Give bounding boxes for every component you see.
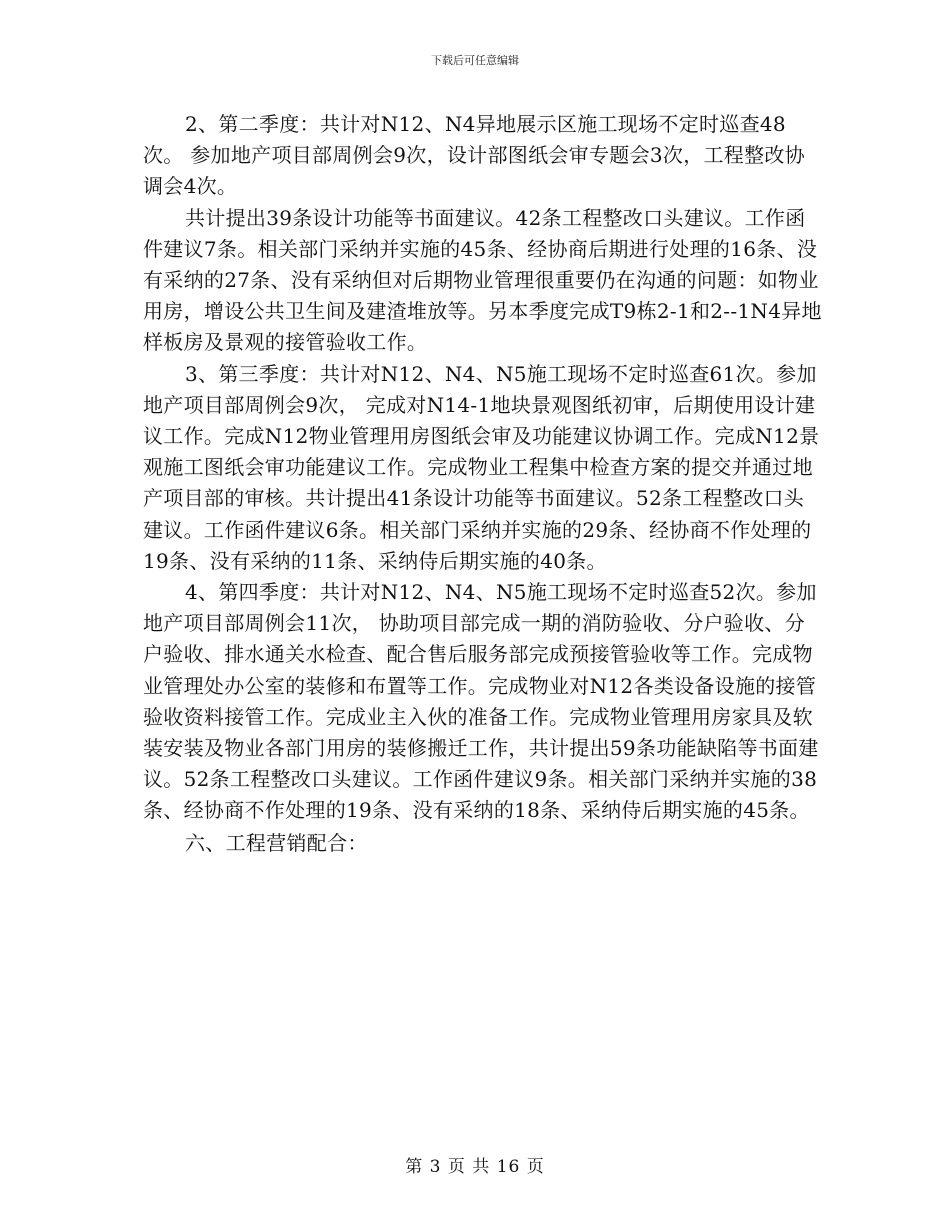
page-number: 第 3 页 共 16 页 bbox=[405, 1157, 545, 1177]
document-body bbox=[143, 109, 823, 859]
paragraph-q4: 4、第四季度：共计对N12、N4、N5施工现场不定时巡查52次。参加地产项目部周例会11次， 协助项目部完成一期的消防验收、分户验收、分户验收、排水通关水检查、配合售后服务部完成预接管验收等工作。完成物业管理处办公室的装修和布置等工作。完成物业对N12各类设备设施的接管验收资料接管工作。完成业主入伙的准备工作。完成物业管理用房家具及软装安装及物业各部门用房的装修搬迁工作，共计提出59条功能缺陷等书面建议。52条工程整改口头建议。工作函件建议9条。相关部门采纳并实施的38条、经协商不作处理的19条、没有采纳的18条、采纳侍后期实施的45条。 bbox=[143, 580, 819, 823]
paragraph-q3: 3、第三季度：共计对N12、N4、N5施工现场不定时巡查61次。参加地产项目部周例会9次， 完成对N14-1地块景观图纸初审，后期使用设计建议工作。完成N12物业管理用房图纸会审及功能建议协调工作。完成N12景观施工图纸会审功能建议工作。完成物业工程集中检查方案的提交并通过地产项目部的审核。共计提出41条设计功能等书面建议。52条工程整改口头建议。工作函件建议6条。相关部门采纳并实施的29条、经协商不作处理的19条、没有采纳的11条、采纳侍后期实施的40条。 bbox=[143, 361, 820, 573]
paragraph-q2: 2、第二季度：共计对N12、N4异地展示区施工现场不定时巡查48次。 参加地产项目部周例会9次，设计部图纸会审专题会3次，工程整改协调会4次。 bbox=[143, 112, 806, 199]
paragraph-q2-suggestions: 共计提出39条设计功能等书面建议。42条工程整改口头建议。工作函件建议7条。相关部门采纳并实施的45条、经协商后期进行处理的16条、没有采纳的27条、没有采纳但对后期物业管理很重要仍在沟通的问题：如物业用房，增设公共卫生间及建渣堆放等。另本季度完成T9栋2-1和2--1N4异地样板房及景观的接管验收工作。 bbox=[143, 205, 822, 355]
page-header: 下载后可任意编辑 bbox=[431, 54, 519, 67]
section-heading: 六、工程营销配合： bbox=[185, 830, 368, 855]
